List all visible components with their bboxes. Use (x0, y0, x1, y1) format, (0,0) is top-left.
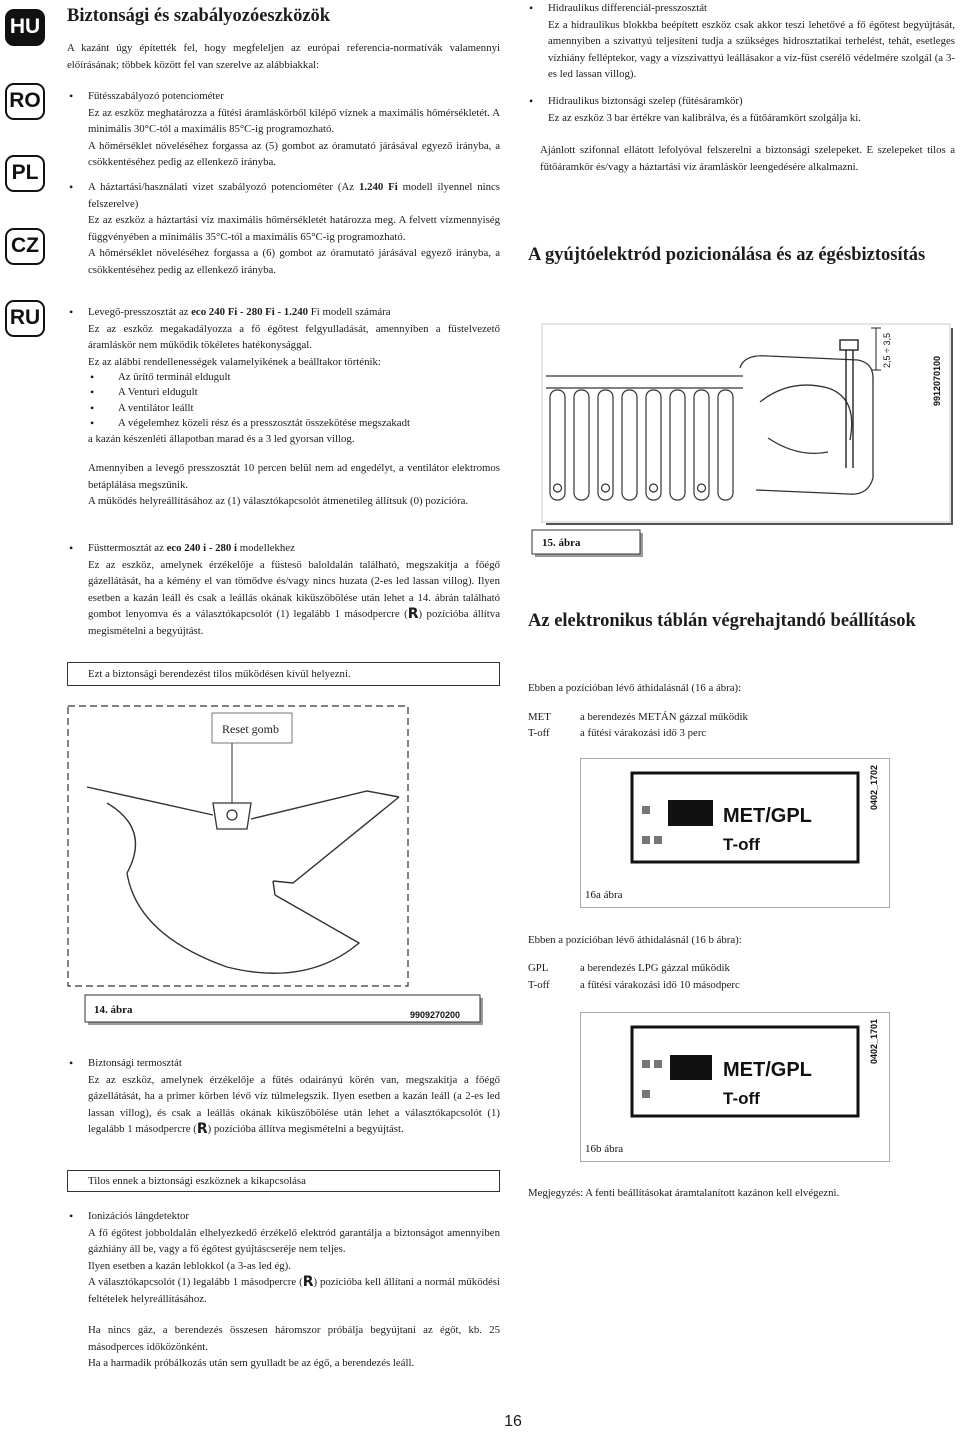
remark-note: Megjegyzés: A fenti beállításokat áramtalanított kazánon kell elvégezni. (528, 1187, 840, 1199)
body-text: ) pozícióba kell állítani a normál működési feltételek helyreállításához. (88, 1276, 500, 1305)
body-text: Ez az eszköz, amelynek érzékelője a füstesö baloldalán található, megszakítja a főégő gázellátását, ha a kémény el van tömődve és/vagy nincs huzata (2-es led lassan villog). Ilyen esetben a kazán leáll és csak a leállás okának kiküszöbölése után lehet a 14. ábrán található gombot lenyomva és a választókapcsolót (1) legalább 1 másodpercre ( (88, 558, 500, 620)
reset-button-icon (213, 803, 251, 829)
paragraph: A működés helyreállításához az (1) választókapcsolót átmenetileg állítsuk (0) pozícióra. (88, 495, 469, 507)
jumper-a-intro: Ebben a pozícióban lévő áthidalásnál (16 a ábra): (528, 682, 742, 694)
section-heading: • Hidraulikus biztonsági szelep (fűtésáramkör) (548, 95, 743, 107)
warning-box: Ezt a biztonsági berendezést tilos működésen kívül helyezni. (67, 662, 500, 686)
paragraph: Ez az eszköz 3 bar értékre van kalibrálva, és a fűtőáramkört szolgálja ki. (548, 111, 861, 124)
valve-note: Ajánlott szifonnal ellátott lefolyóval felszerelni a biztonsági szelepeket. E szelepeket tilos a fűtőáramkör és/vagy a háztartási víz áramláskör leengedésére alkalmazni. (540, 144, 955, 173)
section-heading (88, 179, 500, 212)
figure-caption: 15. ábra (542, 537, 581, 549)
setting-value: a berendezés METÁN gázzal működik (580, 711, 748, 723)
model-name: eco 240 i - 280 i (166, 542, 238, 554)
fault-list (88, 370, 500, 431)
figure-16a-jumper-board (580, 758, 890, 908)
figure-code: 9912070100 (932, 355, 942, 406)
paragraph: Ez az eszköz meghatározza a fűtési áramláskörből kilépő víznek a maximális hőmérsékletét. A minimális 30°C-tól a maximális 85°C-ig programozható. (88, 106, 500, 135)
language-badge-hu: HU (5, 9, 45, 46)
paragraph: A hőmérséklet növeléséhez forgassa az (5) gombot az óramutató járásával egyező irányba, a csökkentéséhez pedig az ellenkező irányba. (88, 139, 500, 168)
retry-note (88, 1322, 500, 1372)
section-heading (88, 540, 500, 557)
setting-value: a fűtési várakozási idő 10 másodperc (580, 979, 740, 991)
body-text: A választókapcsolót (1) legalább 1 másodpercre ( (88, 1276, 303, 1288)
air-pressostat-section (88, 304, 500, 448)
list-item: • Az ürítő terminál eldugult (118, 370, 500, 385)
board-label-toff: T-off (723, 1089, 760, 1108)
jumper-b-intro: Ebben a pozícióban lévő áthidalásnál (16 b ábra): (528, 934, 742, 946)
safety-valve-section (548, 93, 955, 126)
paragraph (88, 1072, 500, 1138)
reset-position-icon: R (302, 1274, 314, 1290)
section-heading (88, 304, 500, 321)
language-badge-pl: PL (5, 155, 45, 192)
language-badge-ru: RU (5, 300, 45, 337)
burner-ramps-drawing (546, 376, 743, 500)
paragraph: Ilyen esetben a kazán leblokkol (a 3-as led ég). (88, 1259, 291, 1272)
setting-key: T-off (528, 979, 550, 991)
flue-thermostat-section (88, 540, 500, 639)
section-heading: • Ionizációs lángdetektor (88, 1210, 190, 1222)
body-text: Ez az eszköz, amelynek érzékelője a fűtés odairányú körén van, megszakítja a főégő gázellátását, ha a primer körben lévő víz túlmelegszik. Ilyen esetben a kazán leáll (a 2-es led lassan villog), és csak a leállás okának kiküszöbölése után lehet a választókapcsolót (1) legalább 1 másodpercre ( (88, 1073, 500, 1135)
ionization-detector-section (88, 1208, 500, 1307)
heading-text: modell ilyennel nincs felszerelve) (88, 181, 501, 210)
page-number: 16 (504, 1413, 522, 1430)
jumper-bridge-icon (670, 1055, 712, 1080)
reset-position-icon: R (407, 606, 419, 622)
board-label-gas: MET/GPL (723, 805, 812, 827)
heading-text: Fi modell számára (308, 306, 391, 318)
figure-code: 9909270200 (410, 1010, 461, 1020)
figure-code: 0402_1702 (869, 764, 879, 810)
setting-value: a berendezés LPG gázzal működik (580, 962, 730, 974)
heading-text: Levegő-presszosztát az (88, 306, 192, 318)
heading-text: Füsttermosztát az (88, 542, 167, 554)
figure-caption: 14. ábra (94, 1004, 133, 1016)
model-name: 1.240 Fi (358, 181, 398, 193)
paragraph: A fő égőtest jobboldalán elhelyezkedő érzékelő elektród garantálja a biztonságot amennyiben gázhiány áll be, vagy a fő égőtest gyújtáscseréje nem teljes. (88, 1226, 500, 1255)
figure-14-reset-button-diagram (67, 705, 500, 1025)
board-label-toff: T-off (723, 835, 760, 854)
board-settings-heading: Az elektronikus táblán végrehajtandó beállítások (528, 611, 916, 631)
dhw-potentiometer-section (88, 179, 500, 278)
paragraph (88, 1274, 500, 1307)
burner-hood-drawing (87, 787, 399, 973)
setting-key: MET (528, 711, 551, 723)
section-heading: • Fűtésszabályozó potenciométer (88, 90, 224, 102)
paragraph (88, 557, 500, 640)
paragraph: Ez az eszköz a háztartási víz maximális hőmérsékletét határozza meg. A felvett vízmennyiség függvényében a minimális 35°C-tól a maximális 65°C-ig programozható. (88, 214, 500, 243)
figure-caption: 16b ábra (585, 1143, 624, 1155)
figure-caption: 16a ábra (585, 889, 623, 901)
section-heading: • Hidraulikus differenciál-presszosztát (548, 2, 707, 14)
language-badge-ro: RO (5, 83, 45, 120)
electrode-heading: A gyújtóelektród pozicionálása és az égésbiztosítás (528, 245, 926, 265)
figure-16b-jumper-board (580, 1012, 890, 1162)
setting-key: T-off (528, 727, 550, 739)
warning-box: Tilos ennek a biztonsági eszköznek a kikapcsolása (67, 1170, 500, 1192)
page-title: Biztonsági és szabályozóeszközök (67, 6, 331, 26)
paragraph: Ez az eszköz megakadályozza a fő égőtest felgyulladását, amennyiben a füstelvezető áramláskör nem működik tökéletes hatékonysággal. (88, 322, 500, 351)
board-label-gas: MET/GPL (723, 1059, 812, 1081)
paragraph: Ez a hidraulikus blokkba beépített eszköz csak akkor teszi lehetővé a fő égőtest begyújtását, amennyiben a szivattyú teljesíteni tudja a szükséges hidrosztatikai terhelést, tehát, esetleges vízhiány felléptekor, vagy a vízszivattyú leállásakor a víz-füst cserélő védelmére szolgál (a 3-es led lassan villog). (548, 18, 955, 80)
figure-15-electrode-diagram (528, 318, 958, 558)
safety-thermostat-section (88, 1055, 500, 1138)
section-heading: • Biztonsági termosztát (88, 1057, 182, 1069)
paragraph: a kazán készenléti állapotban marad és a 3 led gyorsan villog. (88, 433, 355, 446)
list-item: • A Venturi eldugult (118, 385, 500, 400)
reset-position-icon: R (196, 1121, 208, 1137)
list-item: • A végelemhez közeli rész és a presszosztát összekötése megszakadt (118, 416, 500, 431)
intro-paragraph: A kazánt úgy építették fel, hogy megfeleljen az európai referencia-normatívák valamennyi előírásának; többek között fel van szerelve az alábbiakkal: (67, 42, 500, 71)
language-badge-cz: CZ (5, 228, 45, 265)
body-text: ) pozícióba állítva megismételni a begyújtást. (88, 608, 500, 637)
heading-text: modellekhez (237, 542, 295, 554)
body-text: ) pozícióba állítva megismételni a begyújtást. (207, 1123, 404, 1135)
heading-text: A háztartási/használati vizet szabályozó potenciométer (Az (88, 181, 359, 193)
paragraph: A hőmérséklet növeléséhez forgassa a (6) gombot az óramutató járásával egyező irányba, a csökkentéséhez pedig az ellenkező irányba. (88, 247, 500, 276)
jumper-bridge-icon (668, 800, 713, 826)
setting-key: GPL (528, 962, 549, 974)
paragraph: Ez az alábbi rendellenességek valamelyikének a beálltakor történik: (88, 355, 381, 368)
reset-label: Reset gomb (222, 722, 279, 736)
setting-value: a fűtési várakozási idő 3 perc (580, 727, 707, 739)
figure-code: 0402_1701 (869, 1018, 879, 1064)
model-name: eco 240 Fi - 280 Fi - 1.240 (191, 306, 309, 318)
diff-pressostat-section (548, 0, 955, 83)
dimension-label: 2,5 ÷ 3,5 (882, 333, 892, 368)
paragraph: Ha a harmadik próbálkozás után sem gyulladt be az égő, a berendezés leáll. (88, 1357, 415, 1369)
pressostat-note (88, 460, 500, 510)
heating-potentiometer-section (88, 88, 500, 171)
paragraph: Ha nincs gáz, a berendezés összesen háromszor próbálja begyújtani az égőt, kb. 25 másodperces időközönként. (88, 1324, 500, 1353)
list-item: • A ventilátor leállt (118, 401, 500, 416)
paragraph: Amennyiben a levegő presszosztát 10 percen belül nem ad engedélyt, a ventilátor elektromos betáplálása megszűnik. (88, 462, 500, 491)
dimension-marker (871, 328, 881, 370)
